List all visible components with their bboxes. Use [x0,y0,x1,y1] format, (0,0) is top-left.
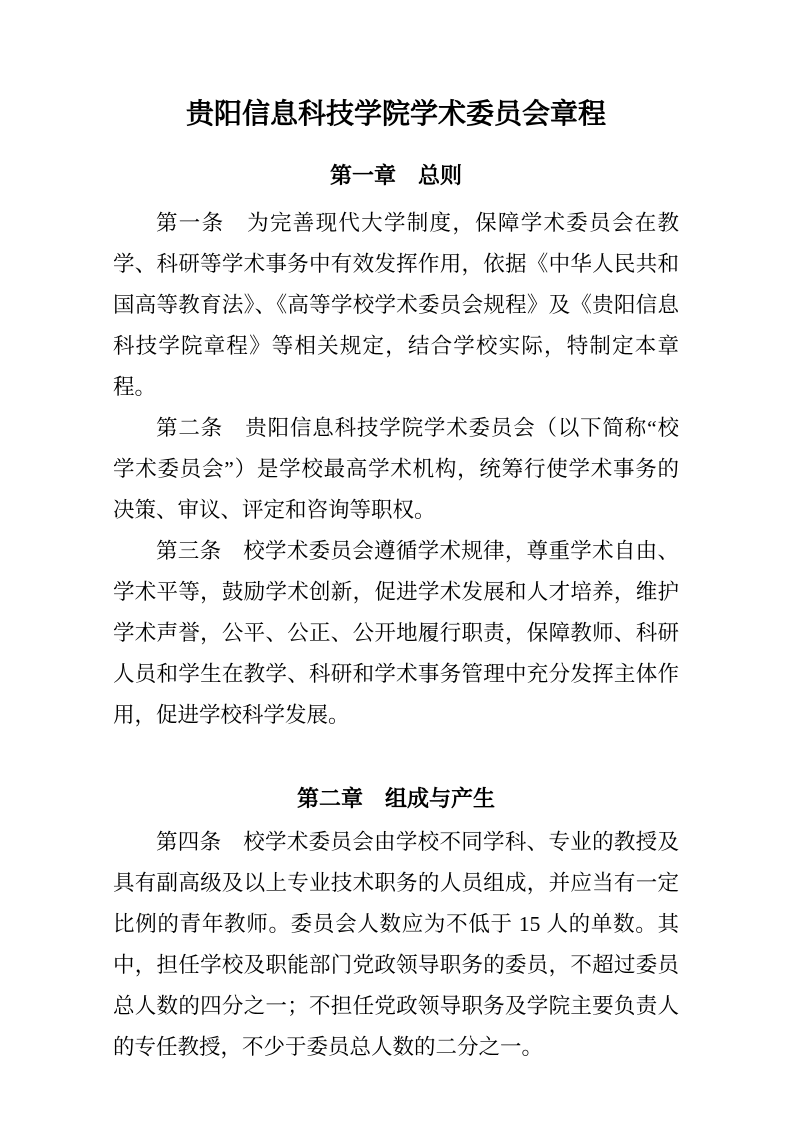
chapter-1 [113,161,679,736]
chapter-1-heading: 第一章 总则 [329,163,462,188]
chapter-2-heading: 第二章 组成与产生 [296,786,495,811]
chapter-2 [113,784,679,1068]
chapter-2-body [113,822,679,1068]
article-4-text: 第四条 校学术委员会由学校不同学科、专业的教授及具有副高级及以上专业技术职务的人员组成，并应当有一定比例的青年教师。委员会人数应为不低于 15 人的单数。其中，担任学校及职能部门党政领导职务的委员，不超过委员总人数的四分之一；不担任党政领导职务及学院主要负责人的专任教授，不少于委员总人数的二分之一。 [113,830,679,1059]
document-title: 贵阳信息科技学院学术委员会章程 [185,99,606,130]
article-1-text: 第一条 为完善现代大学制度，保障学术委员会在教学、科研等学术事务中有效发挥作用，依据《中华人民共和国高等教育法》、《高等学校学术委员会规程》及《贵阳信息科技学院章程》等相关规定，结合学校实际，特制定本章程。 [113,211,679,399]
chapter-1-body [113,203,679,736]
article-3-text: 第三条 校学术委员会遵循学术规律，尊重学术自由、学术平等，鼓励学术创新，促进学术发展和人才培养，维护学术声誉，公平、公正、公开地履行职责，保障教师、科研人员和学生在教学、科研和学术事务管理中充分发挥主体作用，促进学校科学发展。 [113,539,679,727]
article-2-text: 第二条 贵阳信息科技学院学术委员会（以下简称“校学术委员会”）是学校最高学术机构，统筹行使学术事务的决策、审议、评定和咨询等职权。 [113,416,679,522]
